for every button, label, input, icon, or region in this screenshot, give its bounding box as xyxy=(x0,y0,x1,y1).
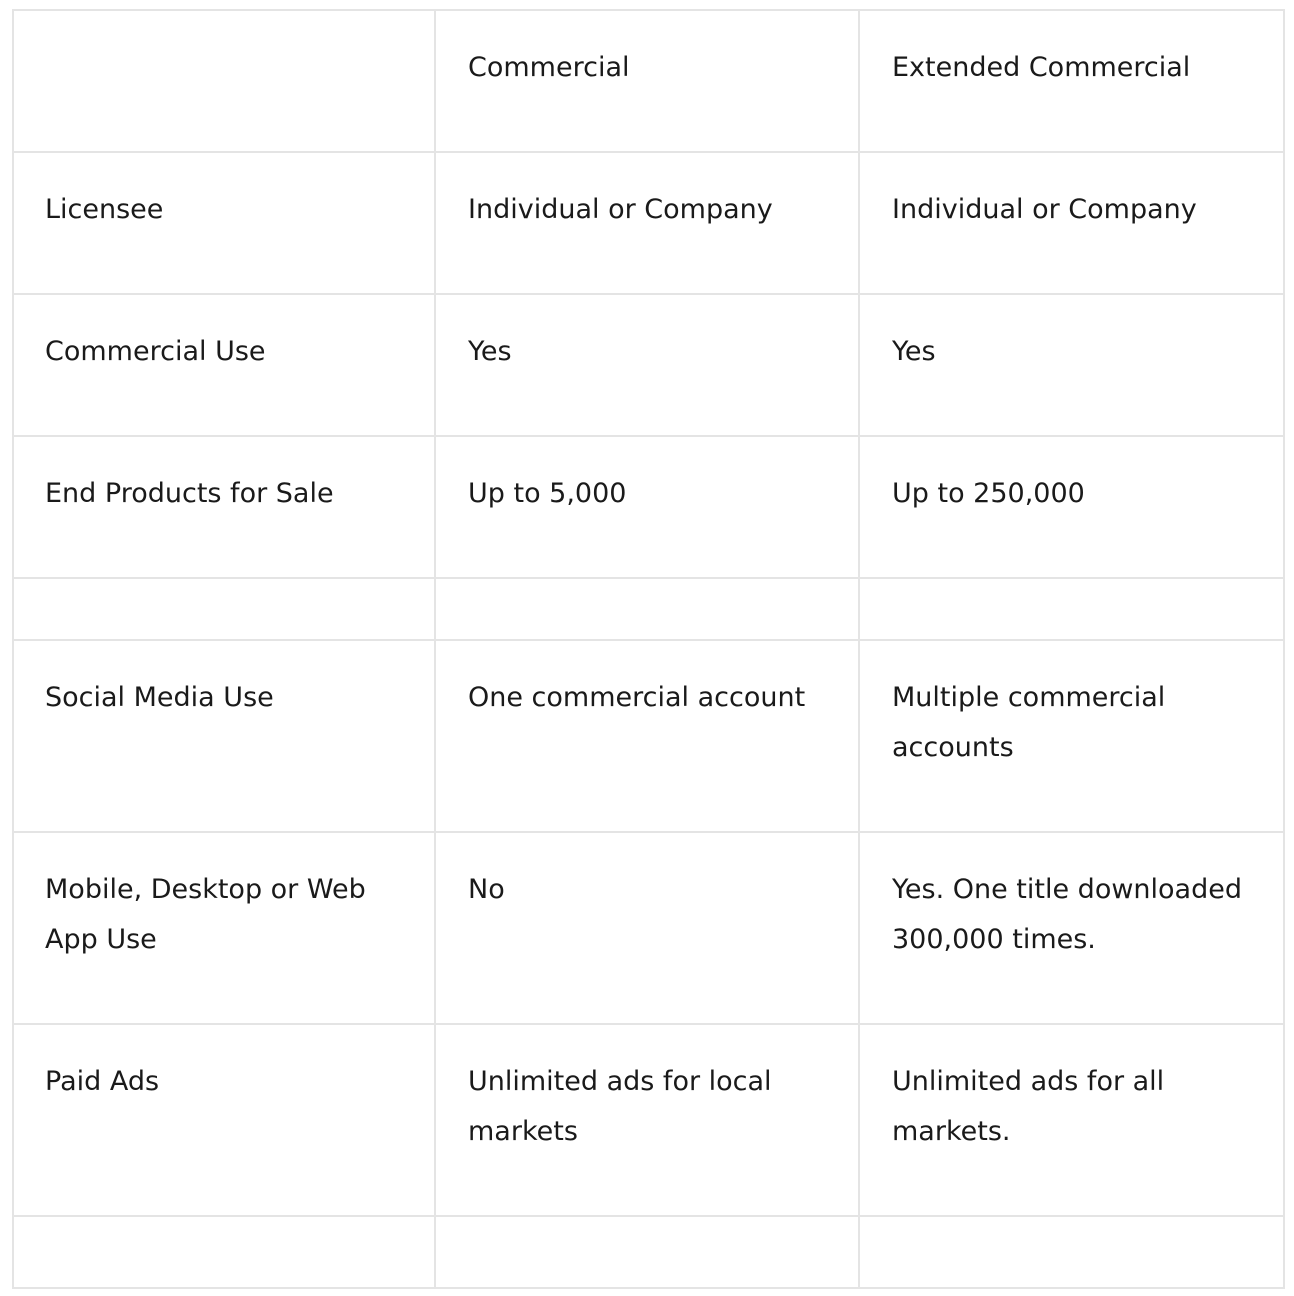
table-cell: Up to 250,000 xyxy=(859,436,1284,578)
table-cell: Yes xyxy=(859,294,1284,436)
table-cell: Multiple commercial accounts xyxy=(859,640,1284,832)
table-row xyxy=(13,152,1284,294)
header-cell-commercial: Commercial xyxy=(435,10,859,152)
table-cell: Individual or Company xyxy=(435,152,859,294)
row-label-social-media: Social Media Use xyxy=(13,640,435,832)
row-label-end-products: End Products for Sale xyxy=(13,436,435,578)
header-cell-empty xyxy=(13,10,435,152)
row-label-commercial-use: Commercial Use xyxy=(13,294,435,436)
row-label-paid-ads: Paid Ads xyxy=(13,1024,435,1216)
table-cell: Individual or Company xyxy=(859,152,1284,294)
table-cell: Unlimited ads for all markets. xyxy=(859,1024,1284,1216)
table-cell: No xyxy=(435,832,859,1024)
table-cell: Yes. One title downloaded 300,000 times. xyxy=(859,832,1284,1024)
table-cell-empty xyxy=(435,1216,859,1288)
license-comparison-table xyxy=(12,9,1285,1289)
table-cell-empty xyxy=(435,578,859,640)
row-label-app-use: Mobile, Desktop or Web App Use xyxy=(13,832,435,1024)
header-cell-extended-commercial: Extended Commercial xyxy=(859,10,1284,152)
table-row-empty xyxy=(13,578,1284,640)
table-header-row xyxy=(13,10,1284,152)
row-label-licensee: Licensee xyxy=(13,152,435,294)
table-cell: Yes xyxy=(435,294,859,436)
table-cell-empty xyxy=(13,578,435,640)
table-row xyxy=(13,640,1284,832)
table-row xyxy=(13,1024,1284,1216)
table-cell: One commercial account xyxy=(435,640,859,832)
table-cell-empty xyxy=(859,1216,1284,1288)
table-cell: Unlimited ads for local markets xyxy=(435,1024,859,1216)
table-row-empty xyxy=(13,1216,1284,1288)
table-cell-empty xyxy=(13,1216,435,1288)
table-row xyxy=(13,436,1284,578)
table-cell: Up to 5,000 xyxy=(435,436,859,578)
license-comparison-container xyxy=(12,9,1285,1289)
table-cell-empty xyxy=(859,578,1284,640)
table-row xyxy=(13,294,1284,436)
table-row xyxy=(13,832,1284,1024)
